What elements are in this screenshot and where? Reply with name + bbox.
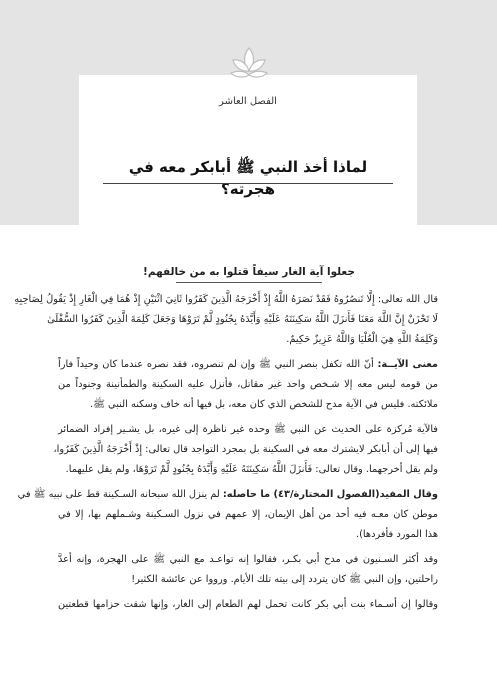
text-line: راحلتين، وإن النبي ﷺ كان يتردد إلى بيته تلك الأيام. ورووا عن عائشة الكثير! [131, 574, 438, 585]
paragraph [58, 595, 438, 615]
line-text: لم ينزل الله سبحانه السـكينة قط على نبيه ﷺ في [17, 489, 220, 500]
text-line: وقالوا إن أسـماء بنت أبي بكر كانت تحمل لهم الطعام إلى الغار، وإنها شقت حزامها قطعتين [58, 599, 438, 610]
text-line: لَا تَحْزَنْ إِنَّ اللَّهَ مَعَنَا فَأَنزَلَ اللَّهُ سَكِينَتَهُ عَلَيْهِ وَأَيَّدَهُ بِجُنُودٍ لَّمْ تَرَوْهَا وَجَعَلَ كَلِمَةَ الَّذِينَ كَفَرُوا السُّفْلَىٰ [47, 314, 438, 325]
paragraph [17, 485, 438, 545]
paragraph [53, 420, 438, 480]
paragraph-lead: معنى الآيــة: [377, 359, 438, 370]
line-text: أنّ الله تكفل بنصر النبي ﷺ وإن لم تنصروه، فقد نصره عندما كان وحيداً فاراً [58, 359, 374, 370]
chapter-label: الفصل العاشر [219, 96, 277, 107]
paragraph-lead: وقال المفيد(الفصول المختارة/٤٣) ما حاصله: [222, 489, 438, 500]
page-title: لماذا أخذ النبي ﷺ أبابكر معه في هجرته؟ [128, 158, 368, 198]
title-underline [103, 183, 393, 184]
text-line: قال الله تعالى: إِلَّا تَنصُرُوهُ فَقَدْ نَصَرَهُ اللَّهُ إِذْ أَخْرَجَهُ الَّذِينَ كَفَرُوا ثَانِيَ اثْنَيْنِ إِذْ هُمَا فِي الْغَارِ إِذْ يَقُولُ لِصَاحِبِهِ [14, 294, 438, 305]
flower-ornament-icon [228, 44, 270, 86]
paragraph [14, 290, 438, 350]
text-line [17, 485, 438, 505]
text-line: وَكَلِمَةُ اللَّهِ هِيَ الْعُلْيَا وَاللَّهُ عَزِيزٌ حَكِيمٌ. [286, 334, 438, 345]
text-line: من قومه ليس معه إلا شـخص واحد غير مقاتل، فأنزل عليه السكينة والطمأنينة وجنوداً من [58, 379, 438, 390]
paragraph [58, 550, 438, 590]
paragraph [58, 355, 438, 415]
text-line: ملائكته. فليس في الآية مدح للشخص الذي كان معه، بل فيها أنه خاف وسكنه النبي ﷺ. [89, 399, 438, 410]
section-heading: جعلوا آية الغار سيفاً قتلوا به من خالفهم! [143, 266, 355, 278]
text-line: وقد أكثر السـنيون في مدح أبي بكـر، فقالوا إنه تواعـد مع النبي ﷺ على الهجرة، وإنه أعدَّ [58, 554, 438, 565]
text-line: هذا المورد فأفردها). [356, 529, 438, 540]
text-line: فيها إلى أن أبابكر لايشترك معه في السكينة بل بمجرد التواجد قال تعالى: إِذْ أَخْرَجَهُ الَّذِينَ كَفَرُوا، [53, 444, 438, 455]
text-line: ولم يقل أخرجهما. وقال تعالى: فَأَنزَلَ اللَّهُ سَكِينَتَهُ عَلَيْهِ وَأَيَّدَهُ بِجُنُودٍ لَّمْ تَرَوْهَا، ولم يقل عليهما. [65, 464, 438, 475]
section-underline [176, 282, 322, 283]
text-line: موطن كان معـه فيه أحد من أهل الإيمان، إلا عمهم في نزول السـكينة وشـملهم بها، إلا في [58, 509, 438, 520]
text-line [58, 355, 438, 375]
text-line: فالآية مُركزة على الحديث عن النبي ﷺ وحده غير ناظرة إلى غيره، بل يشـير إفراد الضمائر [58, 424, 438, 435]
body-text [14, 290, 438, 615]
